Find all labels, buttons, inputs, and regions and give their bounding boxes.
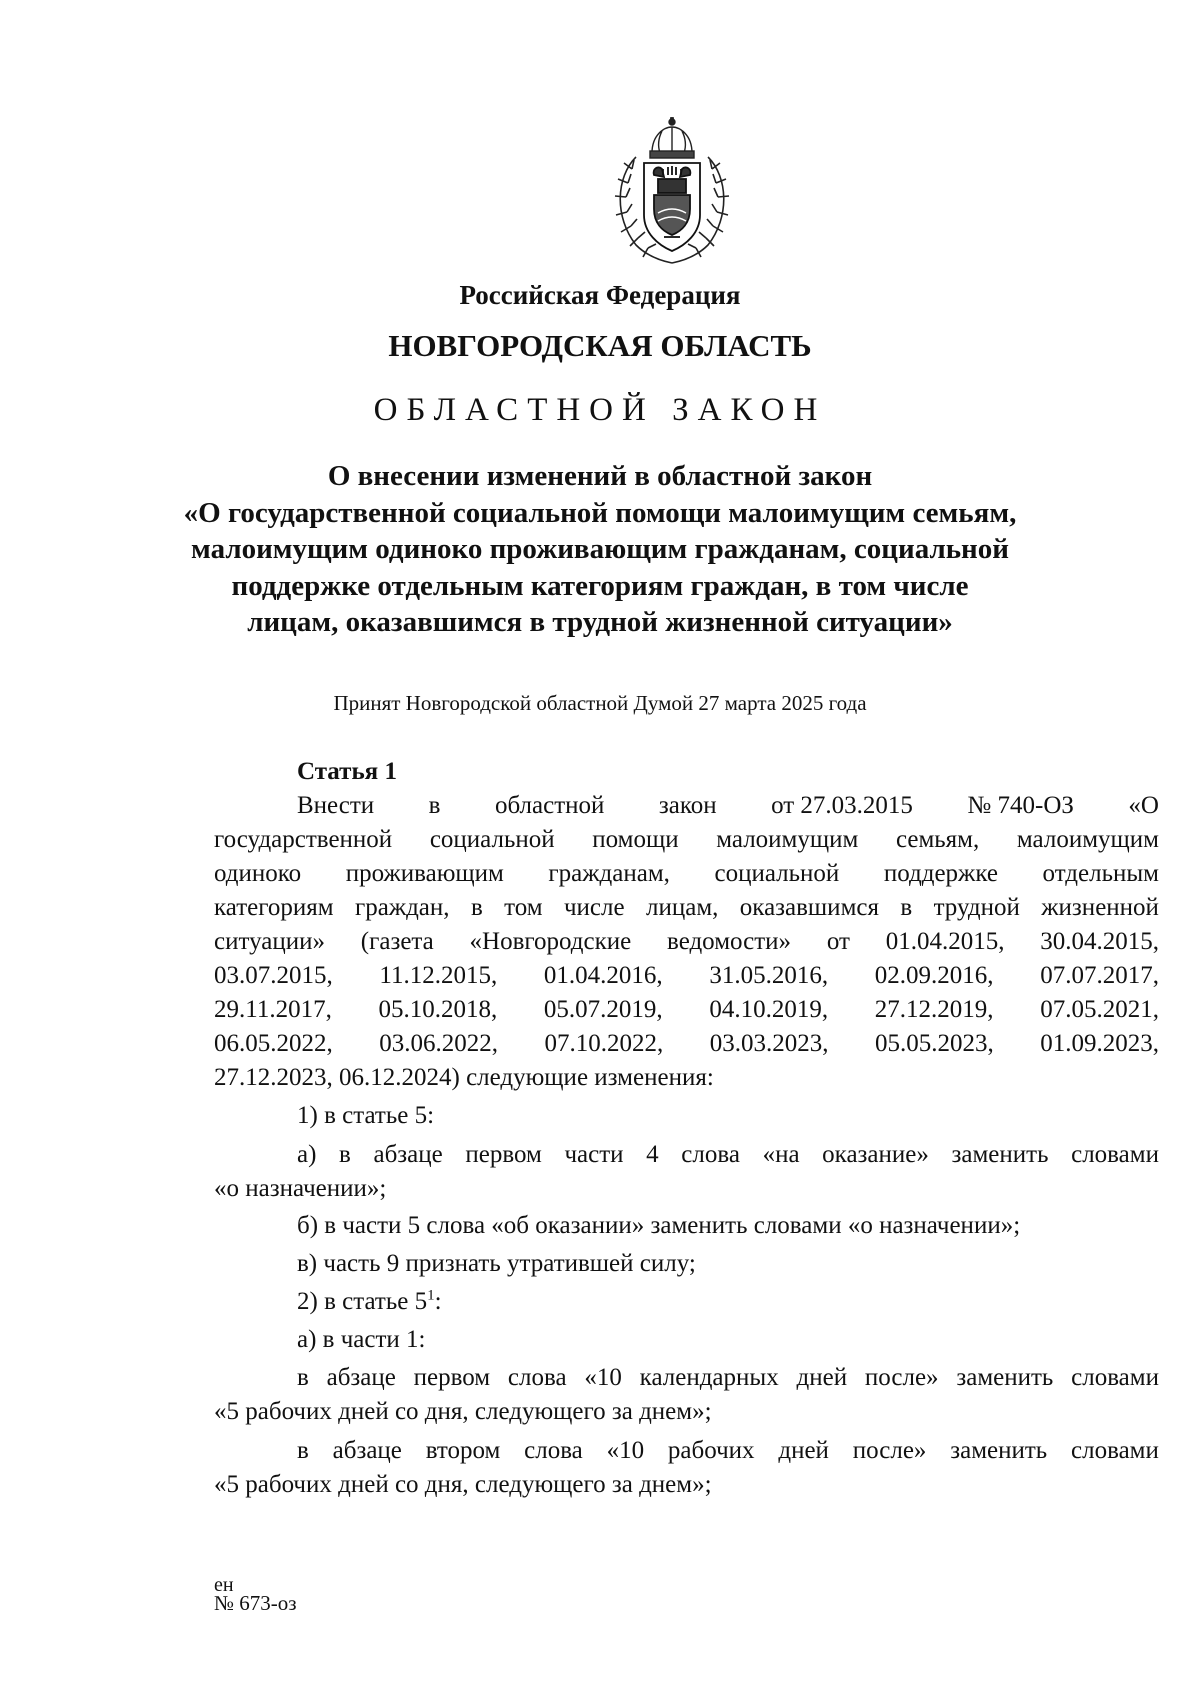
word: 05.05.2023, [875, 1030, 994, 1057]
word: словами [1071, 1141, 1159, 1168]
word: в [428, 792, 441, 819]
intro-line-1 [297, 791, 1159, 821]
word: от [826, 928, 850, 955]
word: «10 [584, 1364, 622, 1391]
item-2a-p2-line-2: «5 рабочих дней со дня, следующего за днем»; [214, 1471, 712, 1498]
word: категориям [214, 894, 334, 921]
word: слова [524, 1437, 583, 1464]
word: 4 [646, 1141, 659, 1168]
article-heading: Статья 1 [297, 758, 397, 785]
word: «10 [606, 1437, 645, 1464]
word: заменить [951, 1141, 1049, 1168]
word: рабочих [667, 1437, 755, 1464]
word: лицам, [646, 894, 719, 921]
word: дней [796, 1364, 848, 1391]
word: 07.05.2021, [1040, 996, 1159, 1023]
word: жизненной [1041, 894, 1159, 921]
law-title-line: «О государственной социальной помощи малоимущим семьям, [183, 496, 1017, 529]
word: части [564, 1141, 624, 1168]
word: заменить [950, 1437, 1048, 1464]
word: абзаце [332, 1437, 402, 1464]
word: 03.03.2023, [709, 1030, 829, 1057]
word: 30.04.2015, [1040, 928, 1159, 955]
item-1a-line-1 [297, 1140, 1159, 1170]
word: слова [507, 1364, 567, 1391]
word: малоимущим [1016, 826, 1159, 853]
word: ведомости» [667, 928, 792, 955]
word: семьям, [895, 826, 980, 853]
word: 01.04.2015, [885, 928, 1005, 955]
word: областной [494, 792, 605, 819]
intro-line-2 [214, 825, 1159, 855]
word: абзаце [326, 1364, 396, 1391]
item-1a-line-2: «о назначении»; [214, 1175, 387, 1202]
item-2-label [297, 1287, 442, 1317]
word: социальной [429, 826, 555, 853]
word: Внести [297, 792, 375, 819]
word: абзаце [373, 1141, 443, 1168]
word: помощи [592, 826, 679, 853]
word: календарных [639, 1364, 779, 1391]
intro-line-6 [214, 961, 1159, 991]
word: заменить [956, 1364, 1054, 1391]
word: поддержке [883, 860, 998, 887]
word: словами [1071, 1364, 1159, 1391]
word: слова [681, 1141, 740, 1168]
item-2a-p1-line-1 [297, 1363, 1159, 1393]
word: социальной [714, 860, 840, 887]
word: 05.10.2018, [378, 996, 498, 1023]
word: словами [1071, 1437, 1159, 1464]
word: одиноко [214, 860, 302, 887]
word: в [297, 1437, 309, 1464]
law-title [150, 458, 1050, 641]
coat-of-arms-emblem [606, 117, 738, 265]
intro-line-5 [214, 927, 1159, 957]
item-2a-p1-line-2: «5 рабочих дней со дня, следующего за днем»; [214, 1398, 712, 1425]
word: 07.07.2017, [1040, 962, 1159, 989]
word: 07.10.2022, [544, 1030, 664, 1057]
word: в [339, 1141, 351, 1168]
word: первом [413, 1364, 491, 1391]
word: 02.09.2016, [874, 962, 994, 989]
item-2-label-superscript: 1 [427, 1287, 435, 1304]
word: 03.06.2022, [379, 1030, 498, 1057]
word: 01.09.2023, [1040, 1030, 1159, 1057]
word: после» [864, 1364, 939, 1391]
intro-line-8 [214, 1029, 1159, 1059]
item-1c: в) часть 9 признать утратившей силу; [297, 1250, 696, 1277]
word: числе [563, 894, 625, 921]
word: «Новгородские [469, 928, 632, 955]
word: оказавшимся [739, 894, 879, 921]
item-2-label-suffix: : [434, 1288, 442, 1315]
intro-line-7 [214, 995, 1159, 1025]
word: а) [297, 1141, 317, 1168]
law-title-line: О внесении изменений в областной закон [327, 460, 873, 492]
law-title-line: малоимущим одиноко проживающим гражданам, социальной [191, 533, 1009, 565]
item-2-label-prefix: 2) в статье 5 [297, 1288, 428, 1315]
intro-line-3 [214, 859, 1159, 889]
word: первом [465, 1141, 542, 1168]
word: (газета [360, 928, 434, 955]
word: «на [762, 1141, 800, 1168]
word: «О [1128, 792, 1159, 819]
item-1-label: 1) в статье 5: [297, 1102, 435, 1129]
word: 05.07.2019, [543, 996, 663, 1023]
word: № 740-ОЗ [967, 792, 1074, 819]
item-2a-p2-line-1 [297, 1436, 1159, 1466]
intro-line-9: 27.12.2023, 06.12.2024) следующие изменения: [214, 1064, 714, 1091]
word: государственной [214, 826, 393, 853]
footer-executor-code: ен [214, 1574, 234, 1596]
federation-heading: Российская Федерация [459, 280, 741, 310]
word: в [470, 894, 483, 921]
word: 06.05.2022, [214, 1030, 333, 1057]
word: втором [425, 1437, 501, 1464]
word: дней [778, 1437, 829, 1464]
law-title-line: поддержке отдельным категориям граждан, в том числе [231, 569, 969, 602]
word: после» [852, 1437, 927, 1464]
footer-law-number: № 673-оз [214, 1591, 297, 1615]
word: 31.05.2016, [709, 962, 829, 989]
word: 11.12.2015, [379, 962, 498, 989]
word: ситуации» [214, 928, 325, 955]
word: гражданам, [548, 860, 670, 887]
word: 27.12.2019, [874, 996, 994, 1023]
word: 01.04.2016, [543, 962, 663, 989]
word: 04.10.2019, [709, 996, 829, 1023]
word: от 27.03.2015 [771, 792, 913, 819]
word: в [900, 894, 913, 921]
word: проживающим [345, 860, 504, 887]
word: граждан, [354, 894, 450, 921]
word: 29.11.2017, [214, 996, 332, 1023]
region-heading: НОВГОРОДСКАЯ ОБЛАСТЬ [388, 328, 812, 363]
document-type-heading: ОБЛАСТНОЙ ЗАКОН [373, 392, 827, 428]
word: трудной [933, 894, 1020, 921]
law-title-line: лицам, оказавшимся в трудной жизненной ситуации» [247, 606, 953, 638]
word: 03.07.2015, [214, 962, 333, 989]
word: том [504, 894, 543, 921]
word: малоимущим [716, 826, 859, 853]
item-2a: а) в части 1: [297, 1326, 426, 1353]
intro-line-4 [214, 893, 1159, 923]
word: закон [658, 792, 717, 819]
item-1b: б) в части 5 слова «об оказании» заменить словами «о назначении»; [297, 1212, 1021, 1239]
word: в [297, 1364, 309, 1391]
word: отдельным [1042, 860, 1159, 887]
adoption-note: Принят Новгородской областной Думой 27 марта 2025 года [333, 691, 867, 715]
word: оказание» [822, 1141, 929, 1168]
